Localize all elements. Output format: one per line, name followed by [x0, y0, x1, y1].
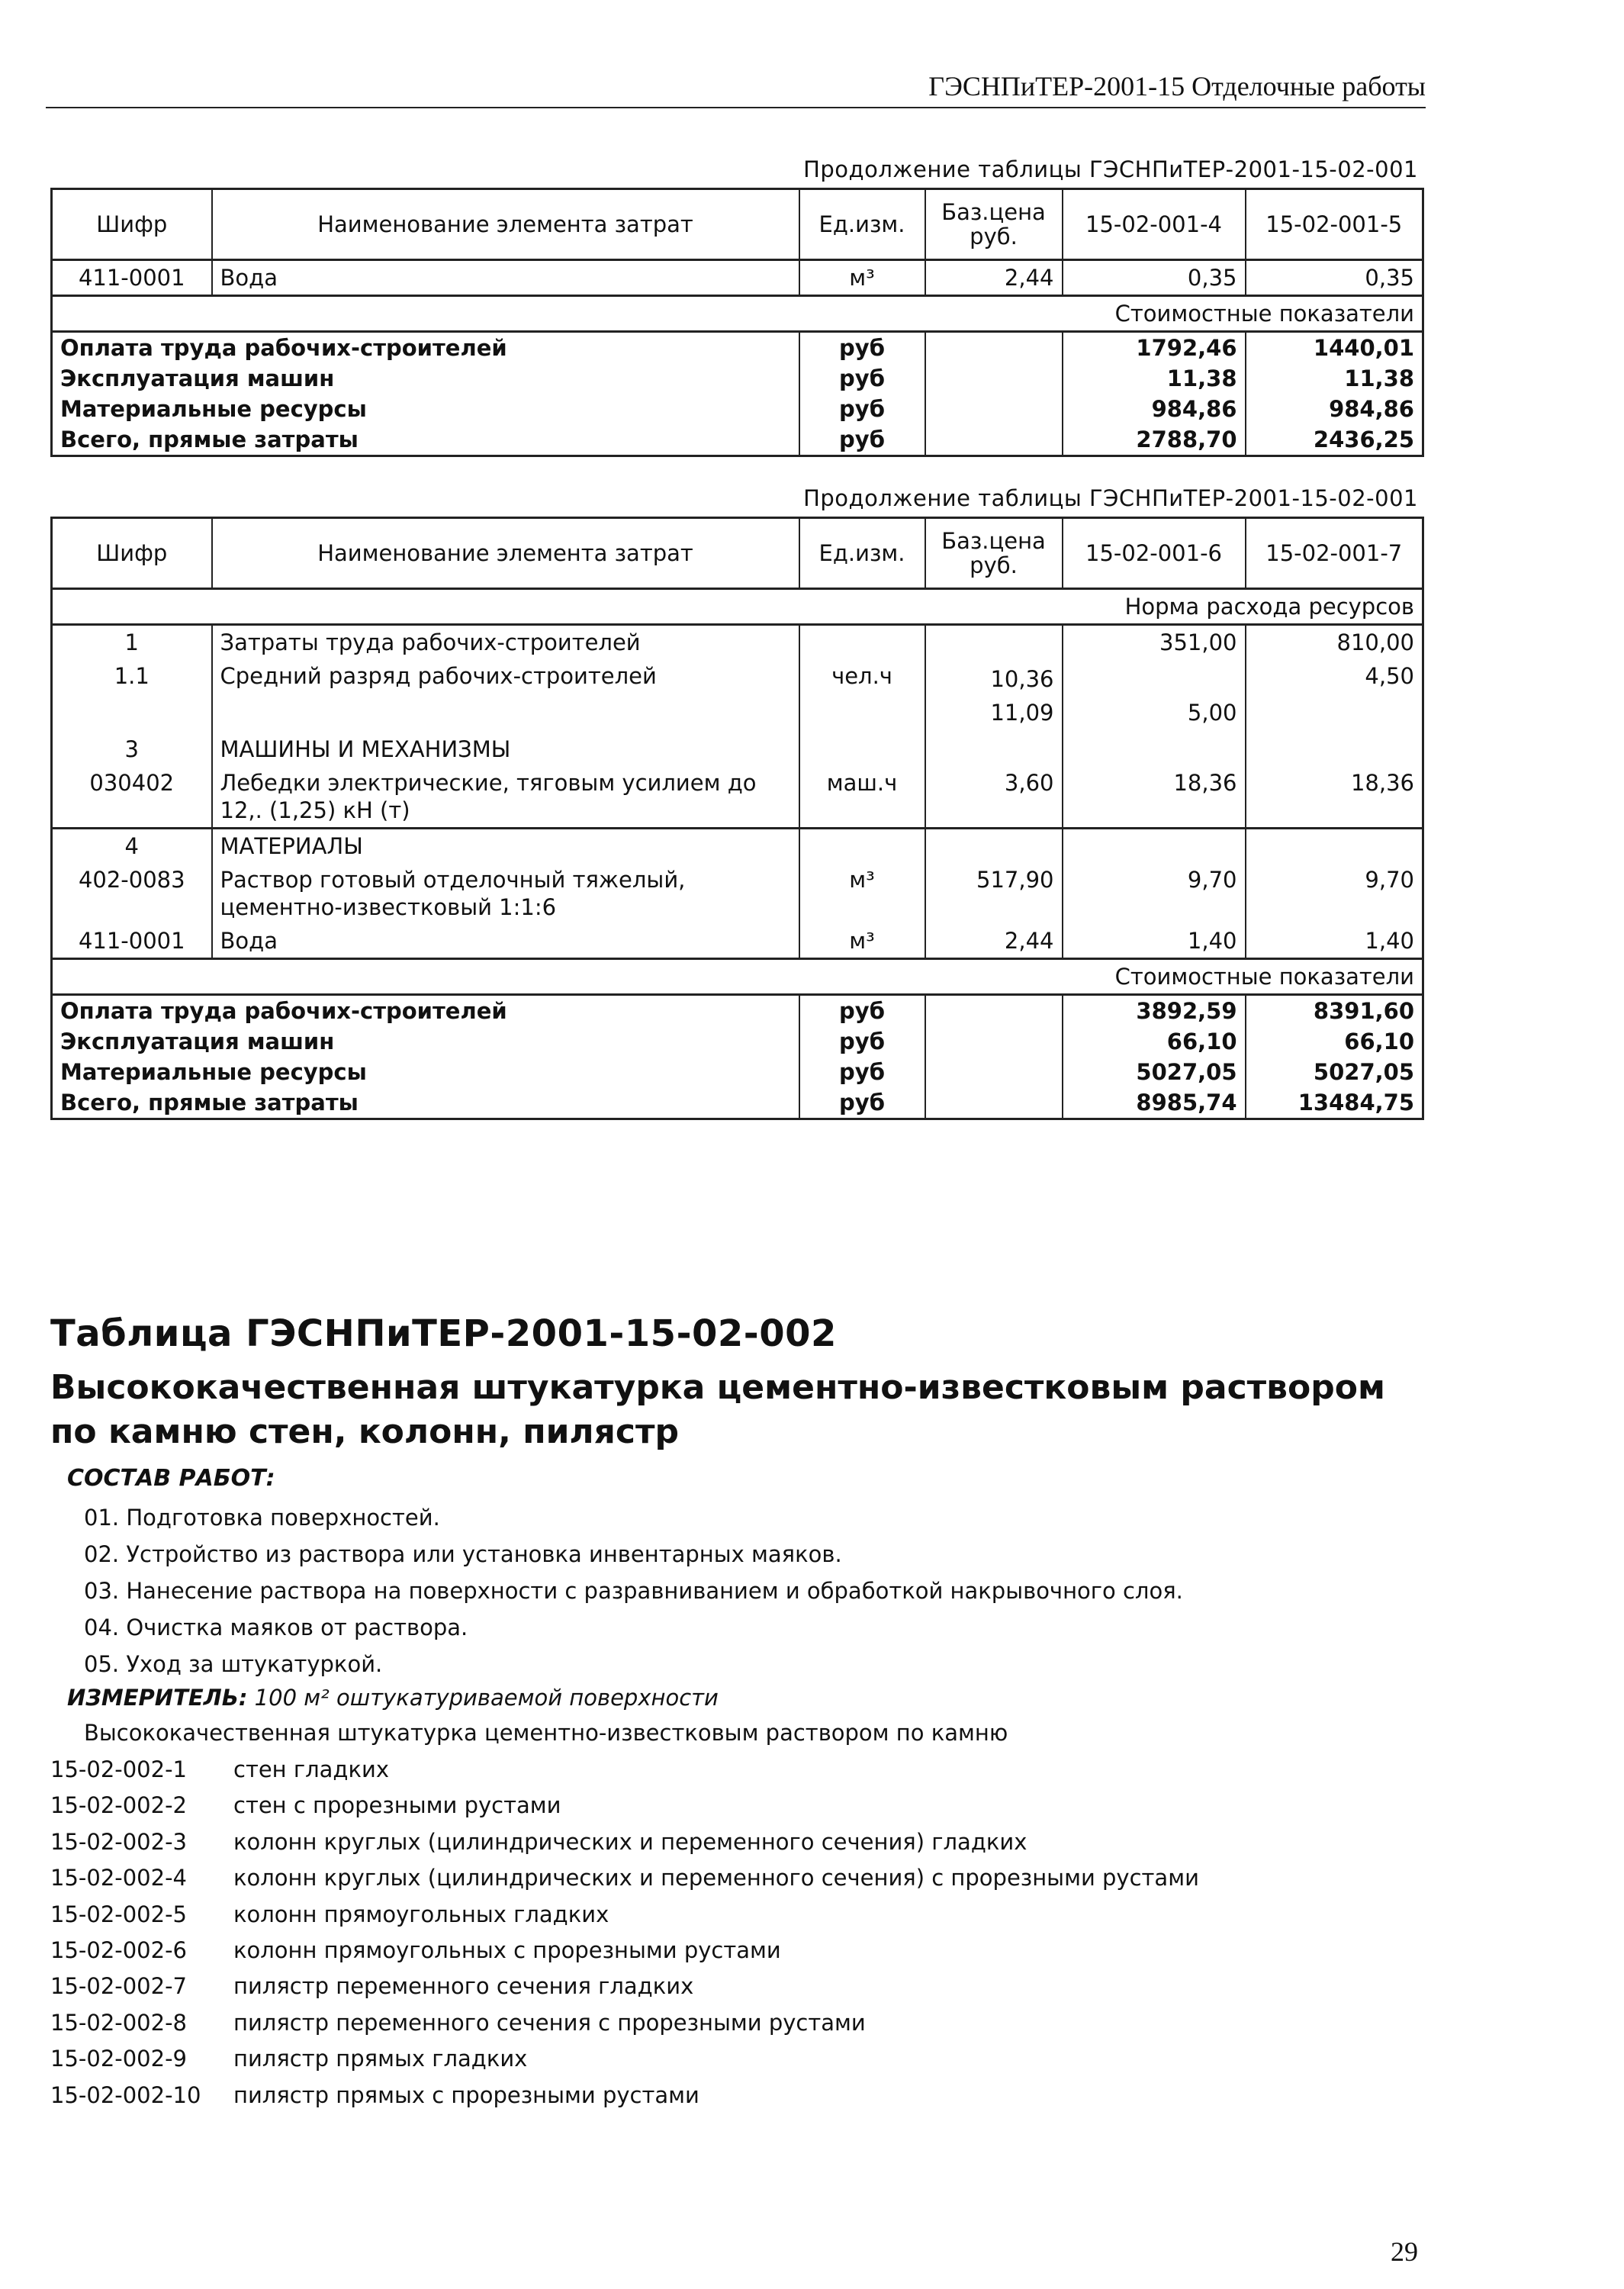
code: 15-02-002-3: [50, 1828, 187, 1855]
cell-name: Средний разряд рабочих-строителей: [212, 659, 799, 732]
total-unit: руб: [799, 1057, 925, 1087]
total-v2: 2436,25: [1246, 424, 1423, 456]
cell-name: Лебедки электрические, тяговым усилием до 12,. (1,25) кН (т): [212, 766, 799, 829]
total-unit: руб: [799, 394, 925, 424]
col-price-header: Баз.цена руб.: [925, 518, 1063, 589]
table1: [50, 188, 1424, 457]
list-item: [50, 2005, 1199, 2041]
total-unit: руб: [799, 1087, 925, 1119]
code: 15-02-002-1: [50, 1756, 187, 1782]
list-item: 05. Уход за штукатуркой.: [84, 1651, 383, 1677]
cell-code: 1: [52, 625, 212, 660]
cell-code: 411-0001: [52, 260, 212, 296]
cell-v2: 0,35: [1246, 260, 1423, 296]
cell-unit: маш.ч: [799, 766, 925, 829]
code-desc: стен гладких: [233, 1756, 389, 1782]
total-row: [52, 995, 1423, 1027]
total-v1: 8985,74: [1063, 1087, 1246, 1119]
code: 15-02-002-9: [50, 2046, 187, 2072]
total-row: [52, 332, 1423, 364]
cost-band-label: Стоимостные показатели: [52, 959, 1423, 995]
table-row: [52, 766, 1423, 829]
list-item: 01. Подготовка поверхностей.: [84, 1505, 440, 1531]
cell-price: 3,60: [925, 766, 1063, 829]
code-desc: пилястр переменного сечения с прорезными рустами: [233, 2009, 866, 2036]
price-line: 11,09: [990, 700, 1054, 726]
total-unit: руб: [799, 363, 925, 394]
table1-caption: Продолжение таблицы ГЭСНПиТЕР-2001-15-02-001: [803, 156, 1418, 182]
cell-unit: м³: [799, 260, 925, 296]
code-desc: пилястр прямых гладких: [233, 2046, 528, 2072]
price-line: 10,36: [990, 666, 1054, 692]
table-row: [52, 625, 1423, 660]
code: 15-02-002-4: [50, 1865, 187, 1891]
cell-v2: 810,00: [1246, 625, 1423, 660]
table2-caption: Продолжение таблицы ГЭСНПиТЕР-2001-15-02-001: [803, 485, 1418, 511]
cell-name: Затраты труда рабочих-строителей: [212, 625, 799, 660]
cell-v2: 4,50: [1246, 659, 1423, 732]
total-unit: руб: [799, 995, 925, 1027]
cell-code: 4: [52, 829, 212, 864]
code-desc: колонн прямоугольных гладких: [233, 1901, 609, 1927]
total-v1: 11,38: [1063, 363, 1246, 394]
table-row: [52, 924, 1423, 959]
total-label: Материальные ресурсы: [52, 394, 799, 424]
cell-name: Вода: [212, 924, 799, 959]
cell-price: 2,44: [925, 260, 1063, 296]
cost-band-row: [52, 296, 1423, 332]
cell-code: 030402: [52, 766, 212, 829]
list-item: [50, 1824, 1199, 1860]
code-desc: колонн прямоугольных с прорезными рустами: [233, 1937, 781, 1964]
cell-name: Вода: [212, 260, 799, 296]
code: 15-02-002-6: [50, 1937, 187, 1964]
code: 15-02-002-8: [50, 2009, 187, 2036]
col-price-header: Баз.цена руб.: [925, 189, 1063, 260]
list-item: [50, 1969, 1199, 2004]
section-title: Таблица ГЭСНПиТЕР-2001-15-02-002: [50, 1312, 837, 1355]
list-item: [50, 1897, 1199, 1933]
total-v2: 13484,75: [1246, 1087, 1423, 1119]
cell-code: 1.1: [52, 659, 212, 732]
total-v2: 66,10: [1246, 1026, 1423, 1057]
table2-header-row: [52, 518, 1423, 589]
cell-name: МАТЕРИАЛЫ: [212, 829, 799, 864]
total-label: Эксплуатация машин: [52, 363, 799, 394]
cell-code: 3: [52, 732, 212, 766]
cell-name: МАШИНЫ И МЕХАНИЗМЫ: [212, 732, 799, 766]
total-v1: 984,86: [1063, 394, 1246, 424]
cell-v1: 1,40: [1063, 924, 1246, 959]
list-item: [50, 2078, 1199, 2114]
col-unit-header: Ед.изм.: [799, 518, 925, 589]
total-label: Материальные ресурсы: [52, 1057, 799, 1087]
total-v2: 984,86: [1246, 394, 1423, 424]
cell-v2: 9,70: [1246, 863, 1423, 924]
total-v1: 2788,70: [1063, 424, 1246, 456]
list-item: [50, 2041, 1199, 2077]
code-list: [50, 1752, 1199, 2114]
cell-code: 411-0001: [52, 924, 212, 959]
list-item: 04. Очистка маяков от раствора.: [84, 1615, 468, 1640]
total-row: [52, 1087, 1423, 1119]
code: 15-02-002-2: [50, 1792, 187, 1819]
list-item: [50, 1788, 1199, 1824]
code-desc: пилястр прямых с прорезными рустами: [233, 2081, 699, 2108]
code: 15-02-002-5: [50, 1901, 187, 1927]
total-v1: 66,10: [1063, 1026, 1246, 1057]
total-v1: 5027,05: [1063, 1057, 1246, 1087]
col-code-header: Шифр: [52, 518, 212, 589]
cell-code: 402-0083: [52, 863, 212, 924]
total-v1: 3892,59: [1063, 995, 1246, 1027]
section-subtitle: Высококачественная штукатурка цементно-известковым раствором по камню стен, колонн, пилястр: [50, 1368, 1385, 1451]
norm-band-row: [52, 589, 1423, 625]
col-name-header: Наименование элемента затрат: [212, 518, 799, 589]
table-row: [52, 863, 1423, 924]
page-number: 29: [1391, 2236, 1418, 2267]
total-v2: 1440,01: [1246, 332, 1423, 364]
total-label: Эксплуатация машин: [52, 1026, 799, 1057]
total-v2: 11,38: [1246, 363, 1423, 394]
col-norm2-header: 15-02-001-7: [1246, 518, 1423, 589]
cell-v1: 9,70: [1063, 863, 1246, 924]
col-code-header: Шифр: [52, 189, 212, 260]
measure-value: 100 м² оштукатуриваемой поверхности: [254, 1685, 719, 1711]
code-desc: колонн круглых (цилиндрических и переменного сечения) с прорезными рустами: [233, 1865, 1199, 1891]
cost-band-label: Стоимостные показатели: [52, 296, 1423, 332]
code-desc: пилястр переменного сечения гладких: [233, 1973, 694, 2000]
total-v2: 5027,05: [1246, 1057, 1423, 1087]
total-v2: 8391,60: [1246, 995, 1423, 1027]
total-row: [52, 1026, 1423, 1057]
col-norm1-header: 15-02-001-4: [1063, 189, 1246, 260]
norm-band-label: Норма расхода ресурсов: [52, 589, 1423, 625]
cell-v2: 1,40: [1246, 924, 1423, 959]
total-label: Оплата труда рабочих-строителей: [52, 995, 799, 1027]
list-item: [50, 1933, 1199, 1969]
table-row: [52, 829, 1423, 864]
cell-price: [925, 659, 1063, 732]
total-row: [52, 394, 1423, 424]
cell-unit: чел.ч: [799, 659, 925, 732]
cell-price: 2,44: [925, 924, 1063, 959]
table2: [50, 517, 1424, 1120]
total-v1: 1792,46: [1063, 332, 1246, 364]
code-desc: стен с прорезными рустами: [233, 1792, 561, 1819]
total-label: Всего, прямые затраты: [52, 424, 799, 456]
table-row: [52, 260, 1423, 296]
works-list: [84, 1499, 1183, 1682]
cell-name: Раствор готовый отделочный тяжелый, цементно-известковый 1:1:6: [212, 863, 799, 924]
table1-header-row: [52, 189, 1423, 260]
col-unit-header: Ед.изм.: [799, 189, 925, 260]
group-description: Высококачественная штукатурка цементно-известковым раствором по камню: [84, 1720, 1008, 1746]
code-desc: колонн круглых (цилиндрических и переменного сечения) гладких: [233, 1828, 1027, 1855]
cost-band-row: [52, 959, 1423, 995]
cell-unit: м³: [799, 863, 925, 924]
total-row: [52, 1057, 1423, 1087]
total-unit: руб: [799, 332, 925, 364]
total-label: Всего, прямые затраты: [52, 1087, 799, 1119]
cell-v2: 18,36: [1246, 766, 1423, 829]
cell-v1: 0,35: [1063, 260, 1246, 296]
list-item: [50, 1860, 1199, 1896]
value-line: 5,00: [1187, 700, 1237, 726]
col-norm2-header: 15-02-001-5: [1246, 189, 1423, 260]
running-header: ГЭСНПиТЕР-2001-15 Отделочные работы: [46, 70, 1426, 108]
total-unit: руб: [799, 424, 925, 456]
code: 15-02-002-7: [50, 1973, 187, 2000]
col-name-header: Наименование элемента затрат: [212, 189, 799, 260]
measure-label: ИЗМЕРИТЕЛЬ:: [67, 1685, 248, 1711]
total-row: [52, 363, 1423, 394]
cell-v1: 18,36: [1063, 766, 1246, 829]
cell-v1: [1063, 659, 1246, 732]
measure-line: [67, 1685, 719, 1711]
cell-price: 517,90: [925, 863, 1063, 924]
total-row: [52, 424, 1423, 456]
code: 15-02-002-10: [50, 2081, 201, 2108]
cell-unit: м³: [799, 924, 925, 959]
total-unit: руб: [799, 1026, 925, 1057]
col-norm1-header: 15-02-001-6: [1063, 518, 1246, 589]
works-heading: СОСТАВ РАБОТ:: [67, 1465, 275, 1492]
table-row: [52, 732, 1423, 766]
table-row: [52, 659, 1423, 732]
cell-v1: 351,00: [1063, 625, 1246, 660]
list-item: 03. Нанесение раствора на поверхности с разравниванием и обработкой накрывочного слоя.: [84, 1578, 1183, 1604]
total-label: Оплата труда рабочих-строителей: [52, 332, 799, 364]
list-item: 02. Устройство из раствора или установка инвентарных маяков.: [84, 1541, 842, 1567]
list-item: [50, 1752, 1199, 1788]
